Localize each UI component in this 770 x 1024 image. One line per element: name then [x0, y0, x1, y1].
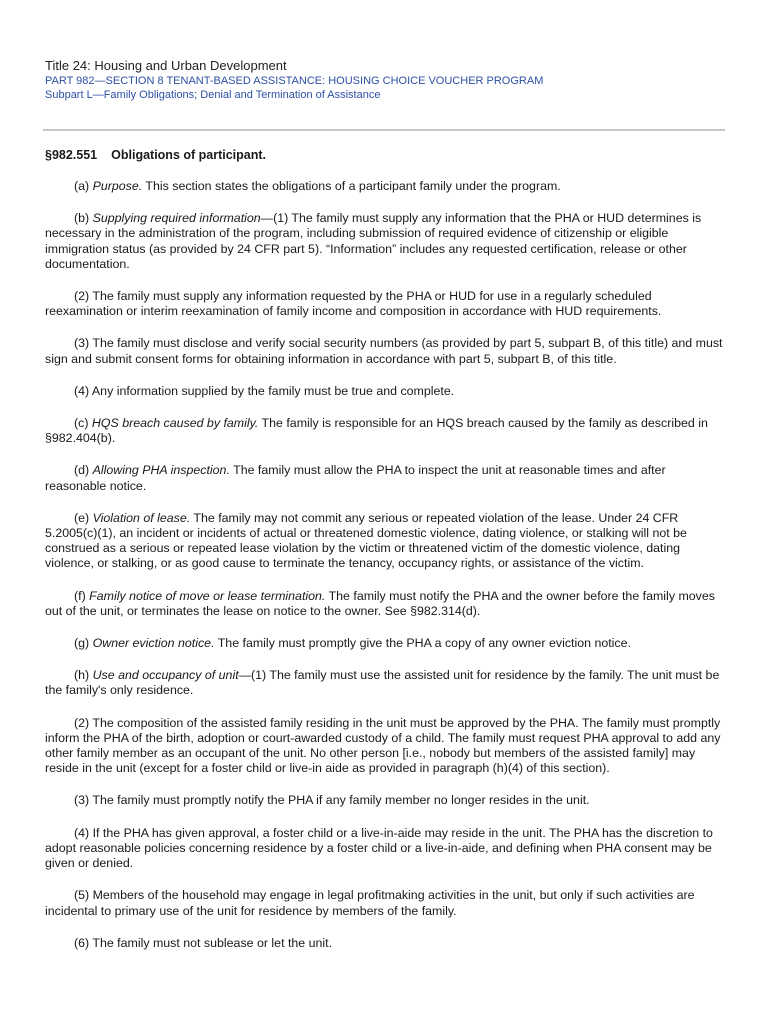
paragraph-text: The family is responsible for an HQS breach caused by the family as described in §982.404(b). — [45, 416, 708, 446]
paragraph-label: (c) — [74, 416, 89, 431]
paragraph-text: This section states the obligations of a participant family under the program. — [142, 179, 561, 193]
paragraph-h-3 — [45, 793, 727, 808]
paragraph-h-6 — [45, 936, 727, 951]
section-title: Obligations of participant. — [111, 148, 267, 162]
paragraph-label: (2) — [74, 715, 90, 730]
subpart-heading: Subpart L—Family Obligations; Denial and Termination of Assistance — [45, 89, 381, 101]
paragraph-title: Violation of lease. — [92, 510, 191, 525]
paragraph-label: (3) — [74, 793, 90, 808]
paragraph-text: —(1) The family must use the assisted unit for residence by the family. The unit must be the family's only residence. — [45, 668, 720, 698]
section-heading — [45, 148, 727, 163]
document-title: Title 24: Housing and Urban Development — [45, 58, 287, 73]
paragraph-text: Any information supplied by the family must be true and complete. — [89, 383, 455, 398]
paragraph-label: (4) — [74, 383, 90, 398]
paragraph-text: —(1) The family must supply any information that the PHA or HUD determines is necessary in the administration of the program, including submission of required evidence of citizenship or eligible immigration status (as provided by 24 CFR part 5). “Information” includes any requested certification, release or other documentation. — [45, 211, 702, 271]
paragraph-title: Family notice of move or lease termination. — [89, 588, 326, 603]
paragraph-f — [45, 589, 727, 619]
paragraph-b-1 — [45, 211, 727, 272]
paragraph-text: The family must promptly give the PHA a copy of any owner eviction notice. — [214, 636, 631, 651]
paragraph-a — [45, 179, 727, 194]
paragraph-label: (6) — [74, 935, 90, 950]
paragraph-text: The family must promptly notify the PHA if any family member no longer resides in the unit. — [89, 793, 590, 808]
paragraph-label: (h) — [74, 668, 90, 683]
paragraph-title: Supplying required information — [92, 211, 261, 226]
paragraph-h-2 — [45, 716, 727, 777]
paragraph-title: Use and occupancy of unit — [92, 668, 239, 683]
paragraph-label: (e) — [74, 510, 90, 525]
paragraph-text: The family must allow the PHA to inspect the unit at reasonable times and after reasonable notice. — [45, 463, 666, 493]
document-page — [45, 58, 727, 951]
paragraph-label: (b) — [74, 211, 90, 226]
paragraph-e — [45, 511, 727, 572]
paragraph-label: (2) — [74, 289, 90, 304]
paragraph-h-4 — [45, 826, 727, 872]
paragraph-label: (3) — [74, 336, 90, 351]
paragraph-title: Purpose. — [92, 179, 143, 193]
paragraph-g — [45, 636, 727, 651]
paragraph-text: The family must not sublease or let the unit. — [89, 935, 333, 950]
paragraph-text: If the PHA has given approval, a foster child or a live-in-aide may reside in the unit. The PHA has the discretion to adopt reasonable policies concerning residence by a foster child or a live-in-aide, and defining when PHA consent may be given or denied. — [45, 825, 713, 871]
paragraph-text: The family must notify the PHA and the owner before the family moves out of the unit, or terminates the lease on notice to the owner. See §982.314(d). — [45, 588, 715, 618]
paragraph-text: The family must disclose and verify social security numbers (as provided by part 5, subpart B, of this title) and must sign and submit consent forms for obtaining information in accordance with part 5, subpart B, of this title. — [45, 336, 723, 366]
paragraph-text: Members of the household may engage in legal profitmaking activities in the unit, but only if such activities are incidental to primary use of the unit for residence by members of the family. — [45, 888, 695, 918]
paragraph-title: Allowing PHA inspection. — [92, 463, 230, 478]
section-number: §982.551 — [45, 148, 98, 162]
paragraph-label: (g) — [74, 636, 90, 651]
paragraph-label: (d) — [74, 463, 90, 478]
paragraph-label: (a) — [74, 179, 90, 193]
paragraph-b-4 — [45, 384, 727, 399]
paragraph-b-2 — [45, 289, 727, 319]
paragraph-label: (5) — [74, 888, 90, 903]
paragraph-h-1 — [45, 668, 727, 698]
horizontal-divider — [43, 129, 725, 131]
paragraph-text: The family may not commit any serious or repeated violation of the lease. Under 24 CFR 5.2005(c)(1), an incident or incidents of actual or threatened domestic violence, dating violence, or stalking will not be construed as a serious or repeated lease violation by the victim or threatened victim of the domestic violence, dating violence, or stalking, or as good cause to terminate the tenancy, occupancy rights, or assistance of the victim. — [45, 510, 687, 571]
paragraph-label: (4) — [74, 825, 90, 840]
paragraph-h-5 — [45, 888, 727, 918]
paragraph-text: The family must supply any information requested by the PHA or HUD for use in a regularly scheduled reexamination or interim reexamination of family income and composition in accordance with HUD requirements. — [45, 289, 662, 319]
paragraph-title: Owner eviction notice. — [92, 636, 215, 651]
paragraph-text: The composition of the assisted family residing in the unit must be approved by the PHA. The family must promptly inform the PHA of the birth, adoption or court-awarded custody of a child. The family must request PHA approval to add any other family member as an occupant of the unit. No other person [i.e., nobody but members of the assisted family] may reside in the unit (except for a foster child or live-in aide as provided in paragraph (h)(4) of this section). — [45, 715, 721, 776]
paragraph-label: (f) — [74, 588, 86, 603]
paragraph-title: HQS breach caused by family. — [91, 416, 259, 431]
paragraph-b-3 — [45, 336, 727, 366]
paragraph-d — [45, 463, 727, 493]
part-heading: PART 982—SECTION 8 TENANT-BASED ASSISTANCE: HOUSING CHOICE VOUCHER PROGRAM — [45, 75, 544, 87]
paragraph-c — [45, 416, 727, 446]
